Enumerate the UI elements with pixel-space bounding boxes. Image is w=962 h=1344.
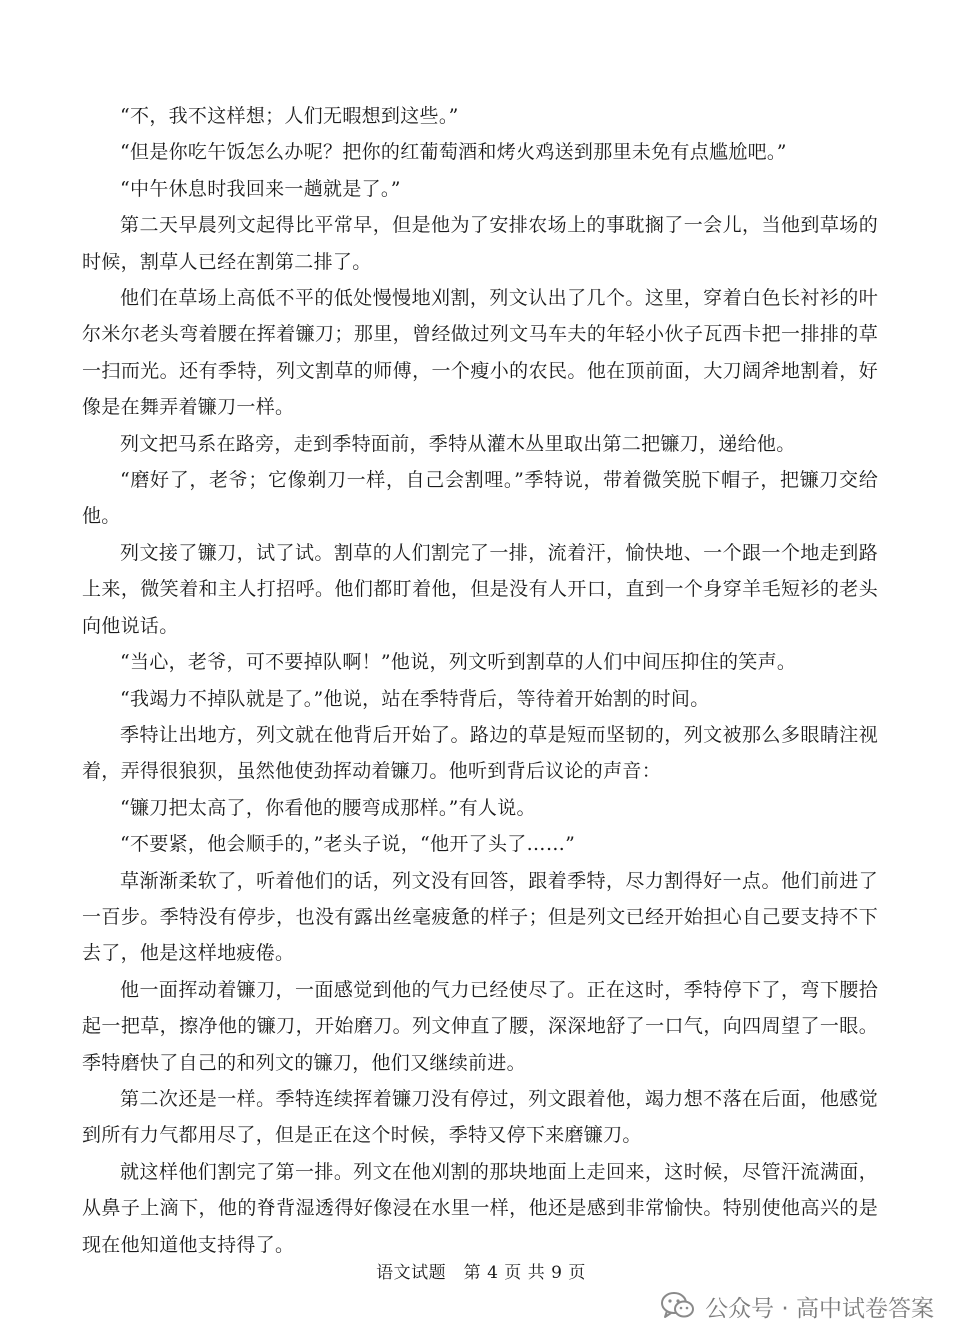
paragraph: “当心，老爷，可不要掉队啊！”他说，列文听到割草的人们中间压抑住的笑声。 <box>120 651 797 674</box>
paragraph: 草渐渐柔软了，听着他们的话，列文没有回答，跟着季特，尽力割得好一点。他们前进了一百步。季特没有停步，也没有露出丝毫疲惫的样子；但是列文已经开始担心自己要支持不下去了，他是这样地疲倦。 <box>82 869 878 965</box>
wechat-icon <box>661 1292 695 1320</box>
paragraph: 第二天早晨列文起得比平常早，但是他为了安排农场上的事耽搁了一会儿，当他到草场的时候，割草人已经在割第二排了。 <box>82 214 878 273</box>
paragraph: “不要紧，他会顺手的，”老头子说，“他开了头了……” <box>120 833 576 856</box>
paragraph: 列文接了镰刀，试了试。割草的人们割完了一排，流着汗，愉快地、一个跟一个地走到路上来，微笑着和主人打招呼。他们都盯着他，但是没有人开口，直到一个身穿羊毛短衫的老头向他说话。 <box>82 541 878 637</box>
paragraph: “不，我不这样想；人们无暇想到这些。” <box>120 105 459 127</box>
paragraph: “我竭力不掉队就是了。”他说，站在季特背后，等待着开始割的时间。 <box>120 687 710 710</box>
page-footer: 语文试题 第 4 页 共 9 页 <box>376 1263 586 1283</box>
watermark-text: 公众号 · 高中试卷答案 <box>705 1295 934 1322</box>
paragraph: “中午休息时我回来一趟就是了。” <box>120 177 401 200</box>
document-body <box>82 98 878 1263</box>
watermark <box>661 1288 934 1324</box>
paragraph: 季特让出地方，列文就在他背后开始了。路边的草是短而坚韧的，列文被那么多眼睛注视着，弄得很狼狈，虽然他使劲挥动着镰刀。他听到背后议论的声音： <box>82 723 878 783</box>
paragraph: 就这样他们割完了第一排。列文在他刈割的那块地面上走回来，这时候，尽管汗流满面，从鼻子上滴下，他的脊背湿透得好像浸在水里一样，他还是感到非常愉快。特别使他高兴的是现在他知道他支持得了。 <box>82 1160 878 1256</box>
paragraph: 他一面挥动着镰刀，一面感觉到他的气力已经使尽了。正在这时，季特停下了，弯下腰拾起一把草，擦净他的镰刀，开始磨刀。列文伸直了腰，深深地舒了一口气，向四周望了一眼。季特磨快了自己的和列文的镰刀，他们又继续前进。 <box>82 978 878 1074</box>
paragraph: “但是你吃午饭怎么办呢？把你的红葡萄酒和烤火鸡送到那里未免有点尴尬吧。” <box>120 141 787 164</box>
paragraph: 列文把马系在路旁，走到季特面前，季特从灌木丛里取出第二把镰刀，递给他。 <box>120 432 796 455</box>
paragraph: “磨好了，老爷；它像剃刀一样，自己会割哩。”季特说，带着微笑脱下帽子，把镰刀交给他。 <box>82 469 878 528</box>
paragraph: 第二次还是一样。季特连续挥着镰刀没有停过，列文跟着他，竭力想不落在后面，他感觉到所有力气都用尽了，但是正在这个时候，季特又停下来磨镰刀。 <box>82 1087 878 1147</box>
paragraph: “镰刀把太高了，你看他的腰弯成那样。”有人说。 <box>120 796 536 819</box>
paragraph: 他们在草场上高低不平的低处慢慢地刈割，列文认出了几个。这里，穿着白色长衬衫的叶尔米尔老头弯着腰在挥着镰刀；那里，曾经做过列文马车夫的年轻小伙子瓦西卡把一排排的草一扫而光。还有季特，列文割草的师傅，一个瘦小的农民。他在顶前面，大刀阔斧地割着，好像是在舞弄着镰刀一样。 <box>82 287 878 419</box>
